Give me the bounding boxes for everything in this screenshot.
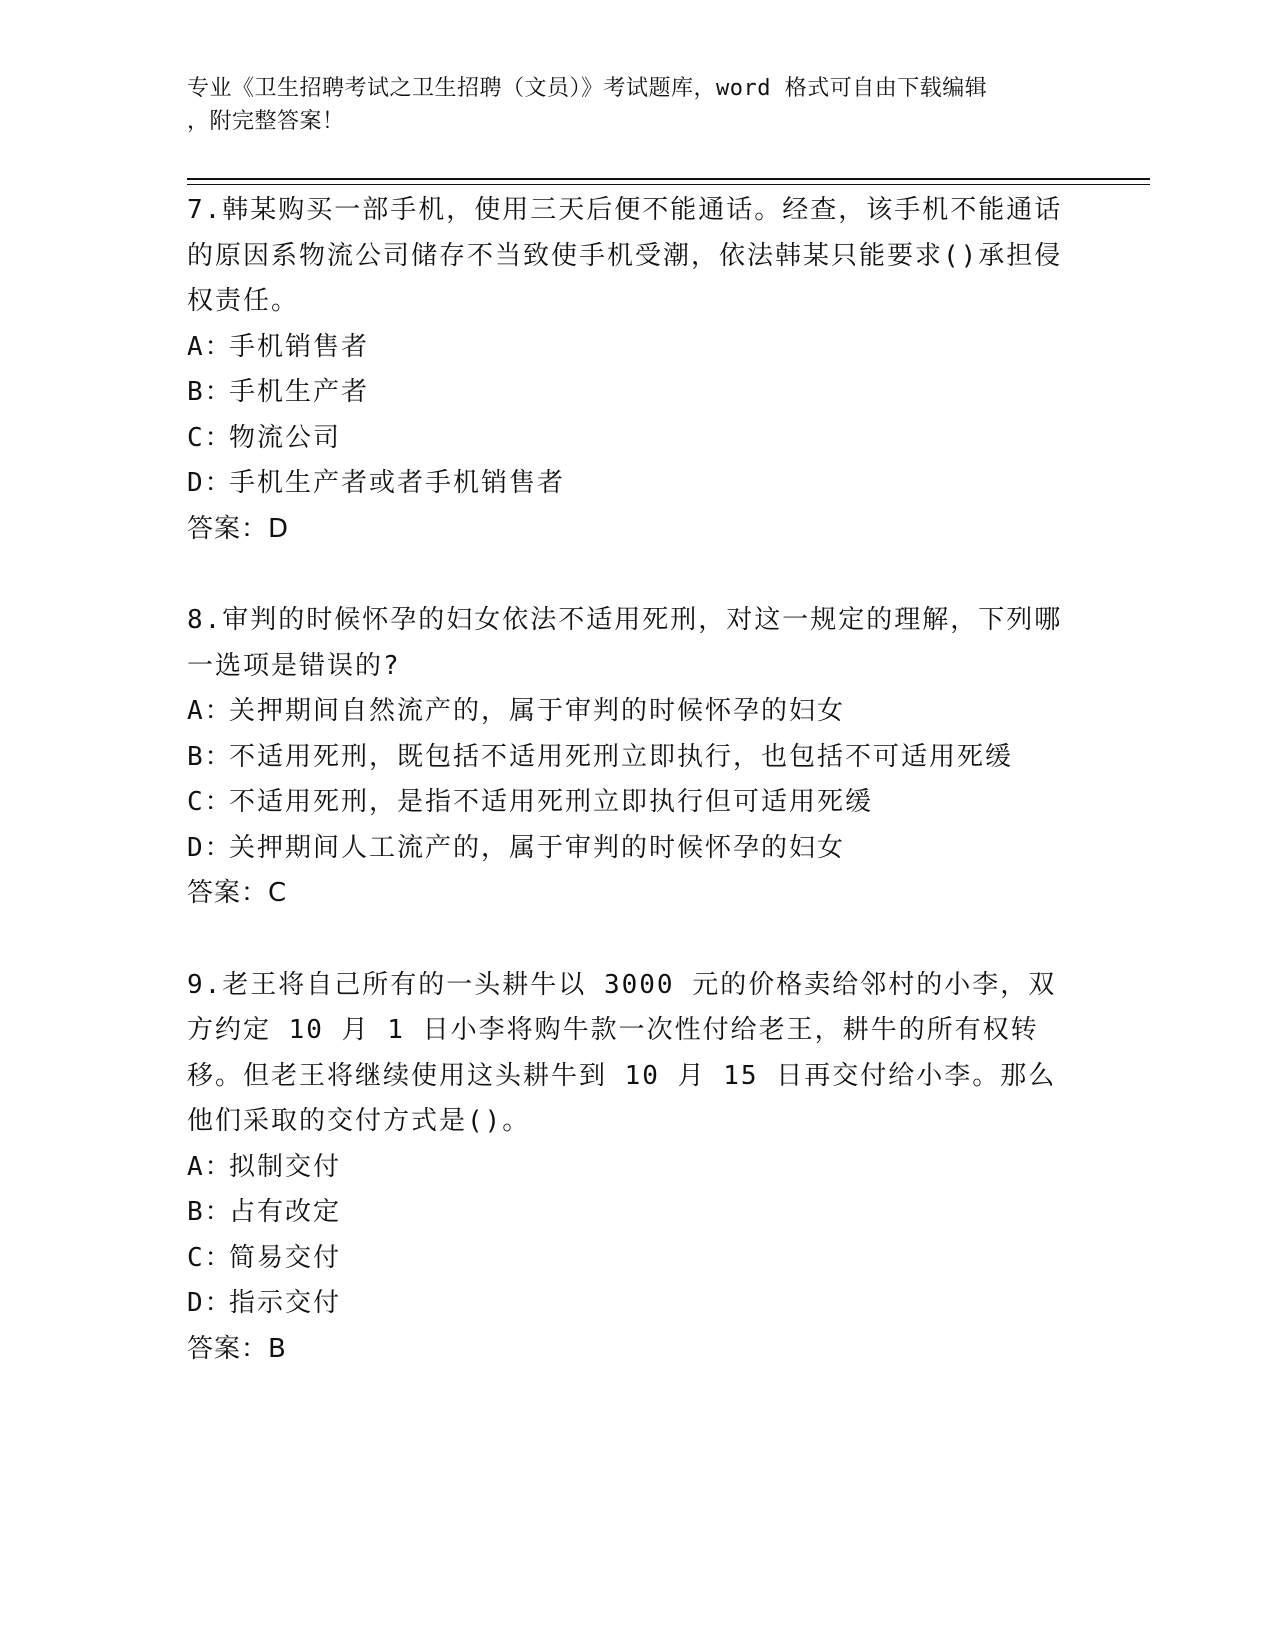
question-text: 8.审判的时候怀孕的妇女依法不适用死刑，对这一规定的理解，下列哪一选项是错误的? (187, 605, 1063, 681)
answer-line: 答案：C (187, 878, 288, 908)
option-a (187, 325, 1067, 371)
option-letter: D： (187, 1288, 233, 1318)
option-letter: D： (187, 832, 233, 863)
option-c (187, 1236, 1067, 1282)
option-text: 拟制交付 (229, 1151, 342, 1182)
header-divider-thick (187, 178, 1150, 180)
option-letter: B： (187, 377, 233, 407)
option-text: 手机生产者或者手机销售者 (229, 468, 566, 498)
question-text: 7.韩某购买一部手机，使用三天后便不能通话。经查，该手机不能通话的原因系物流公司储存不当致使手机受潮，依法韩某只能要求()承担侵权责任。 (187, 195, 1063, 316)
option-b (187, 1190, 1067, 1236)
header-line-1: 专业《卫生招聘考试之卫生招聘（文员）》考试题库，word 格式可自由下载编辑 (187, 76, 988, 101)
option-letter: A： (187, 1151, 233, 1182)
option-text: 占有改定 (229, 1197, 342, 1227)
option-letter: B： (187, 1197, 233, 1227)
option-c (187, 780, 1067, 826)
question-7 (187, 188, 1067, 552)
option-a (187, 1145, 1067, 1191)
question-8 (187, 598, 1067, 917)
option-b (187, 735, 1067, 781)
option-letter: A： (187, 696, 233, 726)
option-text: 不适用死刑，是指不适用死刑立即执行但可适用死缓 (229, 787, 874, 817)
option-letter: C： (187, 787, 233, 817)
question-9 (187, 963, 1067, 1373)
header-divider-thin (187, 184, 1150, 185)
option-text: 简易交付 (229, 1242, 342, 1273)
option-d (187, 1281, 1067, 1327)
answer-line: 答案：D (187, 513, 290, 544)
option-letter: C： (187, 422, 233, 453)
option-letter: C： (187, 1242, 233, 1273)
option-text: 手机销售者 (229, 331, 370, 362)
option-letter: D： (187, 468, 233, 498)
question-text: 9.老王将自己所有的一头耕牛以 3000 元的价格卖给邻村的小李，双方约定 10 月 1 日小李将购牛款一次性付给老王，耕牛的所有权转移。但老王将继续使用这头耕牛到 10 月 15 日再交付给小李。那么他们采取的交付方式是()。 (187, 969, 1057, 1136)
option-b (187, 370, 1067, 416)
option-letter: A： (187, 331, 233, 362)
answer-line: 答案：B (187, 1333, 287, 1364)
option-text: 指示交付 (229, 1288, 342, 1318)
option-text: 不适用死刑，既包括不适用死刑立即执行，也包括不可适用死缓 (229, 741, 1014, 772)
option-text: 关押期间自然流产的，属于审判的时候怀孕的妇女 (229, 696, 846, 726)
document-header (187, 72, 1067, 138)
question-list (187, 188, 1067, 1372)
header-line-2: ，附完整答案！ (187, 109, 345, 134)
option-a (187, 689, 1067, 735)
option-letter: B： (187, 741, 233, 772)
option-text: 关押期间人工流产的，属于审判的时候怀孕的妇女 (229, 832, 846, 863)
option-text: 物流公司 (229, 422, 342, 453)
option-d (187, 461, 1067, 507)
option-c (187, 416, 1067, 462)
option-d (187, 826, 1067, 872)
option-text: 手机生产者 (229, 377, 370, 407)
